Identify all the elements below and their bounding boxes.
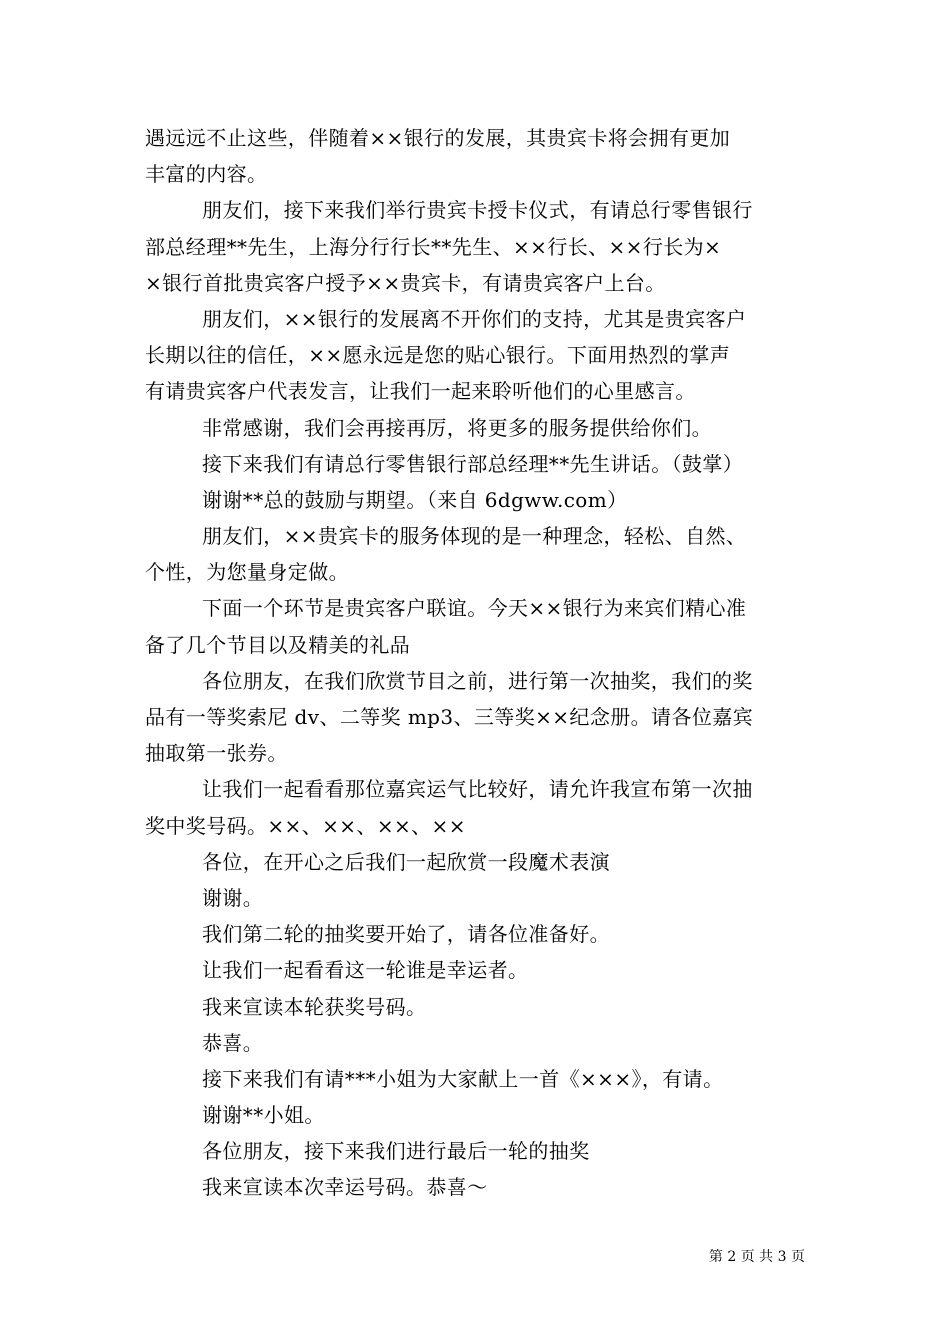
text-line: 奖中奖号码。××、××、××、××: [145, 813, 466, 838]
text-line: 让我们一起看看这一轮谁是幸运者。: [202, 958, 529, 983]
text-line: 有请贵宾客户代表发言，让我们一起来聆听他们的心里感言。: [145, 379, 696, 404]
text-line: 长期以往的信任，××愿永远是您的贴心银行。下面用热烈的掌声: [145, 343, 731, 368]
text-line: 非常感谢，我们会再接再厉，将更多的服务提供给你们。: [202, 415, 712, 440]
text-line: 品有一等奖索尼 dv、二等奖 mp3、三等奖××纪念册。请各位嘉宾: [145, 705, 754, 729]
text-line: 各位朋友，接下来我们进行最后一轮的抽奖: [202, 1139, 590, 1164]
text-line: 接下来我们有请总行零售银行部总经理**先生讲话。（鼓掌）: [202, 451, 744, 476]
page-number-footer: 第 2 页 共 3 页: [708, 1249, 805, 1265]
text-line: 我来宣读本轮获奖号码。: [202, 994, 427, 1019]
text-line: 个性，为您量身定做。: [145, 560, 349, 585]
text-line: 遇远远不止这些，伴随着××银行的发展，其贵宾卡将会拥有更加: [145, 126, 731, 150]
text-line: 我们第二轮的抽奖要开始了，请各位准备好。: [202, 922, 610, 947]
text-line: 丰富的内容。: [145, 162, 268, 187]
text-line: 下面一个环节是贵宾客户联谊。今天××银行为来宾们精心准: [202, 596, 747, 621]
text-line: 备了几个节目以及精美的礼品: [145, 632, 411, 657]
text-line: 朋友们，××银行的发展离不开你们的支持，尤其是贵宾客户: [202, 306, 747, 331]
text-line: 朋友们，接下来我们举行贵宾卡授卡仪式，有请总行零售银行: [202, 198, 753, 223]
text-line: 让我们一起看看那位嘉宾运气比较好，请允许我宣布第一次抽: [202, 777, 753, 802]
document-body: [145, 120, 810, 1206]
text-line: 谢谢**小姐。: [202, 1103, 325, 1128]
text-line: 各位，在开心之后我们一起欣赏一段魔术表演: [202, 849, 610, 874]
text-line: 朋友们，××贵宾卡的服务体现的是一种理念，轻松、自然、: [202, 524, 747, 549]
text-line: 谢谢。: [202, 885, 264, 910]
text-line: 谢谢**总的鼓励与期望。（来自 6dgww.com）: [202, 487, 628, 512]
text-line: 抽取第一张券。: [145, 741, 288, 766]
text-line: ×银行首批贵宾客户授予××贵宾卡，有请贵宾客户上台。: [145, 270, 666, 295]
text-line: 部总经理**先生，上海分行行长**先生、××行长、××行长为×: [145, 234, 722, 259]
text-line: 各位朋友，在我们欣赏节目之前，进行第一次抽奖，我们的奖: [202, 668, 753, 693]
text-line: 我来宣读本次幸运号码。恭喜～: [202, 1175, 488, 1200]
text-line: 恭喜。: [202, 1030, 264, 1055]
text-line: 接下来我们有请***小姐为大家献上一首《×××》，有请。: [202, 1066, 724, 1091]
